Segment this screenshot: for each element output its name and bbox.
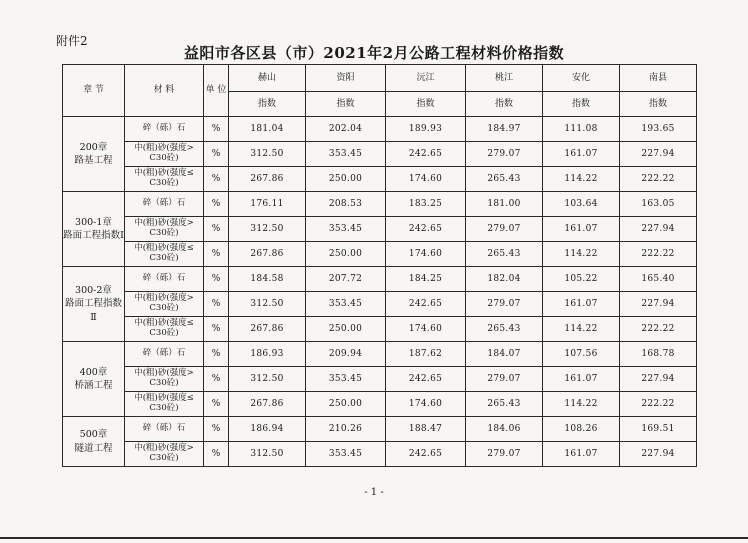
index-value-cell: 312.50: [229, 142, 306, 167]
table-row: [63, 242, 697, 267]
header-index: 指数: [543, 92, 620, 117]
index-value-cell: 161.07: [543, 292, 620, 317]
index-value-cell: 161.07: [543, 217, 620, 242]
index-value-cell: 176.11: [229, 192, 306, 217]
material-cell: [125, 192, 204, 217]
index-value-cell: 222.22: [620, 392, 697, 417]
material-line: 中(粗)砂(强度>: [134, 368, 194, 379]
index-value-cell: 279.07: [466, 217, 543, 242]
unit-cell: %: [204, 317, 229, 342]
index-value-cell: 107.56: [543, 342, 620, 367]
index-value-cell: 250.00: [306, 392, 386, 417]
index-value-cell: 161.07: [543, 442, 620, 467]
index-value-cell: 184.06: [466, 417, 543, 442]
index-value-cell: 267.86: [229, 392, 306, 417]
table-row: [63, 417, 697, 442]
table-row: [63, 142, 697, 167]
header-region: 安化: [543, 65, 620, 92]
index-value-cell: 161.07: [543, 367, 620, 392]
table-row: [63, 392, 697, 417]
index-value-cell: 187.62: [386, 342, 466, 367]
material-line: 碎（砾）石: [142, 423, 186, 434]
index-value-cell: 267.86: [229, 242, 306, 267]
index-value-cell: 265.43: [466, 317, 543, 342]
table-row: [63, 167, 697, 192]
index-value-cell: 184.25: [386, 267, 466, 292]
index-value-cell: 181.00: [466, 192, 543, 217]
table-row: [63, 367, 697, 392]
material-cell: [125, 367, 204, 392]
index-value-cell: 168.78: [620, 342, 697, 367]
header-index: 指数: [620, 92, 697, 117]
table-row: [63, 192, 697, 217]
index-value-cell: 184.07: [466, 342, 543, 367]
index-value-cell: 267.86: [229, 317, 306, 342]
material-line: C30砼): [149, 253, 179, 263]
index-value-cell: 227.94: [620, 142, 697, 167]
chapter-line: 500章: [79, 429, 108, 441]
index-value-cell: 227.94: [620, 367, 697, 392]
chapter-line: 200章: [79, 141, 108, 153]
index-value-cell: 353.45: [306, 292, 386, 317]
index-value-cell: 222.22: [620, 167, 697, 192]
index-value-cell: 186.94: [229, 417, 306, 442]
index-value-cell: 267.86: [229, 167, 306, 192]
index-value-cell: 202.04: [306, 117, 386, 142]
material-line: C30砼): [149, 403, 179, 413]
index-value-cell: 242.65: [386, 367, 466, 392]
header-index: 指数: [306, 92, 386, 117]
index-value-cell: 188.47: [386, 417, 466, 442]
header-region: 桃江: [466, 65, 543, 92]
material-cell: [125, 117, 204, 142]
material-line: C30砼): [149, 228, 179, 238]
index-value-cell: 279.07: [466, 442, 543, 467]
unit-cell: %: [204, 342, 229, 367]
material-line: 中(粗)砂(强度≤: [134, 243, 194, 254]
chapter-line: 路面工程指数Ⅰ: [63, 230, 124, 241]
index-value-cell: 242.65: [386, 217, 466, 242]
chapter-line: 桥涵工程: [74, 380, 113, 391]
table-row: [63, 342, 697, 367]
header-region: 资阳: [306, 65, 386, 92]
index-value-cell: 250.00: [306, 317, 386, 342]
material-cell: [125, 417, 204, 442]
index-value-cell: 242.65: [386, 442, 466, 467]
index-value-cell: 114.22: [543, 242, 620, 267]
table-row: [63, 117, 697, 142]
chapter-cell: [63, 342, 125, 417]
index-value-cell: 279.07: [466, 292, 543, 317]
material-line: 碎（砾）石: [142, 198, 186, 209]
table-row: [63, 442, 697, 467]
material-cell: [125, 267, 204, 292]
material-line: 中(粗)砂(强度≤: [134, 318, 194, 329]
unit-cell: %: [204, 442, 229, 467]
unit-cell: %: [204, 267, 229, 292]
index-value-cell: 279.07: [466, 367, 543, 392]
chapter-cell: [63, 117, 125, 192]
index-value-cell: 265.43: [466, 167, 543, 192]
header-region: 赫山: [229, 65, 306, 92]
chapter-cell: [63, 417, 125, 467]
index-value-cell: 184.97: [466, 117, 543, 142]
material-cell: [125, 142, 204, 167]
index-value-cell: 161.07: [543, 142, 620, 167]
index-value-cell: 279.07: [466, 142, 543, 167]
material-line: 中(粗)砂(强度≤: [134, 168, 194, 179]
index-value-cell: 353.45: [306, 442, 386, 467]
index-value-cell: 227.94: [620, 217, 697, 242]
index-value-cell: 312.50: [229, 292, 306, 317]
header-region: 沅江: [386, 65, 466, 92]
material-line: 中(粗)砂(强度>: [134, 443, 194, 454]
header-index: 指数: [386, 92, 466, 117]
index-value-cell: 111.08: [543, 117, 620, 142]
material-line: 中(粗)砂(强度>: [134, 293, 194, 304]
header-index: 指数: [466, 92, 543, 117]
unit-cell: %: [204, 392, 229, 417]
unit-cell: %: [204, 242, 229, 267]
chapter-cell: [63, 192, 125, 267]
material-cell: [125, 392, 204, 417]
unit-cell: %: [204, 292, 229, 317]
index-value-cell: 114.22: [543, 317, 620, 342]
table-row: [63, 317, 697, 342]
index-value-cell: 208.53: [306, 192, 386, 217]
material-cell: [125, 317, 204, 342]
chapter-line: 隧道工程: [74, 442, 113, 454]
index-value-cell: 265.43: [466, 392, 543, 417]
index-value-cell: 181.04: [229, 117, 306, 142]
index-value-cell: 312.50: [229, 442, 306, 467]
material-cell: [125, 167, 204, 192]
table-row: [63, 292, 697, 317]
index-value-cell: 184.58: [229, 267, 306, 292]
index-value-cell: 265.43: [466, 242, 543, 267]
index-value-cell: 209.94: [306, 342, 386, 367]
index-value-cell: 105.22: [543, 267, 620, 292]
material-cell: [125, 442, 204, 467]
material-line: C30砼): [149, 328, 179, 338]
unit-cell: %: [204, 192, 229, 217]
index-value-cell: 183.25: [386, 192, 466, 217]
unit-cell: %: [204, 417, 229, 442]
index-value-cell: 165.40: [620, 267, 697, 292]
material-cell: [125, 292, 204, 317]
price-index-table: [62, 64, 697, 467]
index-value-cell: 227.94: [620, 292, 697, 317]
unit-cell: %: [204, 167, 229, 192]
unit-cell: %: [204, 217, 229, 242]
header-chapter: 章 节: [63, 65, 125, 117]
material-line: C30砼): [149, 453, 179, 463]
chapter-line: 路基工程: [74, 155, 113, 166]
index-value-cell: 207.72: [306, 267, 386, 292]
material-line: C30砼): [149, 378, 179, 388]
index-value-cell: 189.93: [386, 117, 466, 142]
material-line: 碎（砾）石: [142, 348, 186, 359]
index-value-cell: 186.93: [229, 342, 306, 367]
index-value-cell: 312.50: [229, 367, 306, 392]
index-value-cell: 242.65: [386, 292, 466, 317]
material-line: 碎（砾）石: [142, 273, 186, 284]
chapter-line: 400章: [79, 366, 108, 378]
material-line: 中(粗)砂(强度>: [134, 143, 194, 154]
material-line: 碎（砾）石: [142, 123, 186, 134]
index-value-cell: 193.65: [620, 117, 697, 142]
unit-cell: %: [204, 367, 229, 392]
material-line: 中(粗)砂(强度>: [134, 218, 194, 229]
header-unit: 单 位: [204, 65, 229, 117]
index-value-cell: 182.04: [466, 267, 543, 292]
index-value-cell: 222.22: [620, 317, 697, 342]
index-value-cell: 353.45: [306, 367, 386, 392]
chapter-line: 300-1章: [75, 216, 112, 228]
page-bottom-rule: [0, 537, 748, 539]
index-value-cell: 174.60: [386, 242, 466, 267]
index-value-cell: 312.50: [229, 217, 306, 242]
chapter-line: 路面工程指数Ⅱ: [64, 298, 122, 323]
material-cell: [125, 217, 204, 242]
index-value-cell: 210.26: [306, 417, 386, 442]
header-material: 材 料: [125, 65, 204, 117]
index-value-cell: 108.26: [543, 417, 620, 442]
header-region: 南县: [620, 65, 697, 92]
table-row: [63, 267, 697, 292]
chapter-line: 300-2章: [75, 285, 112, 297]
table-row: [63, 217, 697, 242]
unit-cell: %: [204, 142, 229, 167]
index-value-cell: 353.45: [306, 142, 386, 167]
index-value-cell: 114.22: [543, 392, 620, 417]
document-title: 益阳市各区县（市）2021年2月公路工程材料价格指数: [183, 44, 565, 62]
unit-cell: %: [204, 117, 229, 142]
material-cell: [125, 242, 204, 267]
index-value-cell: 163.05: [620, 192, 697, 217]
index-value-cell: 222.22: [620, 242, 697, 267]
index-value-cell: 174.60: [386, 392, 466, 417]
index-value-cell: 169.51: [620, 417, 697, 442]
chapter-cell: [63, 267, 125, 342]
material-line: C30砼): [149, 303, 179, 313]
material-line: 中(粗)砂(强度≤: [134, 393, 194, 404]
index-value-cell: 242.65: [386, 142, 466, 167]
index-value-cell: 227.94: [620, 442, 697, 467]
material-line: C30砼): [149, 178, 179, 188]
attachment-label: 附件2: [56, 34, 88, 48]
index-value-cell: 250.00: [306, 167, 386, 192]
index-value-cell: 103.64: [543, 192, 620, 217]
material-line: C30砼): [149, 153, 179, 163]
index-value-cell: 353.45: [306, 217, 386, 242]
page-number: - 1 -: [364, 487, 384, 498]
index-value-cell: 174.60: [386, 317, 466, 342]
index-value-cell: 250.00: [306, 242, 386, 267]
material-cell: [125, 342, 204, 367]
table-body: [63, 117, 697, 467]
header-index: 指数: [229, 92, 306, 117]
index-value-cell: 174.60: [386, 167, 466, 192]
index-value-cell: 114.22: [543, 167, 620, 192]
